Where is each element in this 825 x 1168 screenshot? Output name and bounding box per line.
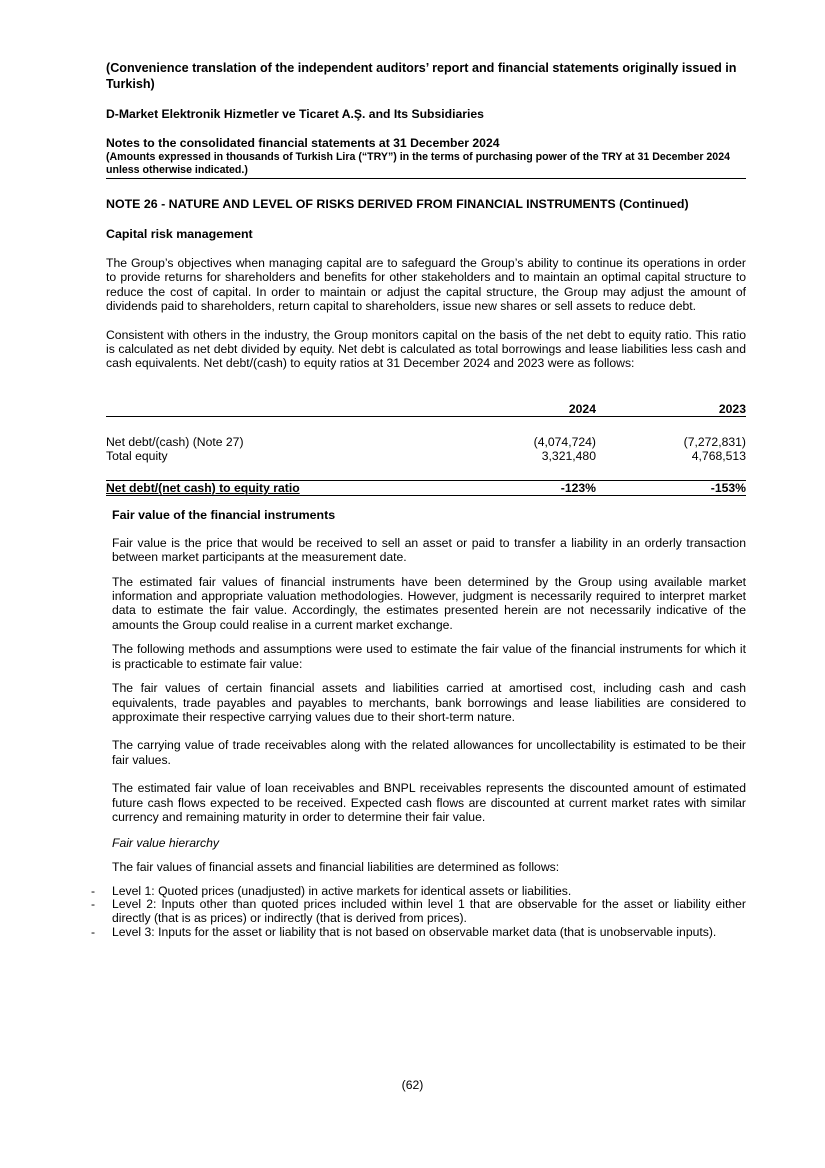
list-item: - Level 3: Inputs for the asset or liability that is not based on observable market data (that is unobservable inputs). <box>91 924 717 939</box>
table-row <box>106 449 746 463</box>
fair-value-paragraph-3: The following methods and assumptions were used to estimate the fair value of the financial instruments for which it is practicable to estimate fair value: <box>112 642 746 671</box>
fair-value-section <box>91 507 746 939</box>
document-page <box>91 60 746 939</box>
amounts-note: (Amounts expressed in thousands of Turkish Lira (“TRY”) in the terms of purchasing power of the TRY at 31 December 2024 unless otherwise indicated.) <box>106 151 730 176</box>
net-debt-table <box>106 402 746 496</box>
fair-value-paragraph-6: The estimated fair value of loan receivables and BNPL receivables represents the discounted amount of estimated future cash flows expected to be received. Expected cash flows are discounted at current market rates with similar currency and remaining maturity in order to determine their fair value. <box>112 781 746 824</box>
hierarchy-intro: The fair values of financial assets and financial liabilities are determined as follows: <box>112 860 560 875</box>
header-divider <box>106 178 746 179</box>
row-value-2023: 4,768,513 <box>691 448 746 463</box>
level-1-text: Level 1: Quoted prices (unadjusted) in active markets for identical assets or liabilities. <box>112 883 572 898</box>
capital-paragraph-2: Consistent with others in the industry, the Group monitors capital on the basis of the net debt to equity ratio. This ratio is calculated as net debt divided by equity. Net debt is calculated as total borrowings and lease liabilities less cash and cash equivalents. Net debt/(cash) to equity ratios at 31 December 2024 and 2023 were as follows: <box>106 327 746 371</box>
capital-section-title: Capital risk management <box>106 227 253 241</box>
table-header-label <box>106 402 416 417</box>
hierarchy-title: Fair value hierarchy <box>112 836 220 851</box>
page-number: (62) <box>401 1078 424 1092</box>
fair-value-title: Fair value of the financial instruments <box>112 507 336 522</box>
ratio-2024: -123% <box>416 480 596 495</box>
row-value-2024: 3,321,480 <box>541 448 596 463</box>
level-3-text: Level 3: Inputs for the asset or liability that is not based on observable market data (that is unobservable inputs). <box>112 924 717 939</box>
row-value-2024: (4,074,724) <box>533 434 596 449</box>
ratio-row <box>106 480 746 495</box>
table-header-2023: 2023 <box>596 402 746 417</box>
ratio-label: Net debt/(net cash) to equity ratio <box>106 480 416 495</box>
ratio-2023: -153% <box>596 480 746 495</box>
capital-paragraph-1: The Group’s objectives when managing capital are to safeguard the Group’s ability to continue its operations in order to provide returns for shareholders and benefits for other stakeholders and to maintain an optimal capital structure to reduce the cost of capital. In order to maintain or adjust the capital structure, the Group may adjust the amount of dividends paid to shareholders, return capital to shareholders, issue new shares or sell assets to reduce debt. <box>106 256 746 314</box>
company-name: D-Market Elektronik Hizmetler ve Ticaret A.Ş. and Its Subsidiaries <box>106 107 484 121</box>
row-label: Total equity <box>106 448 168 463</box>
table-header-2024: 2024 <box>416 402 596 417</box>
fair-value-paragraph-5: The carrying value of trade receivables along with the related allowances for uncollectability is estimated to be their fair values. <box>112 738 746 767</box>
list-item: - Level 1: Quoted prices (unadjusted) in active markets for identical assets or liabilities. <box>91 883 572 898</box>
fair-value-paragraph-2: The estimated fair values of financial instruments have been determined by the Group using available market information and appropriate valuation methodologies. However, judgment is necessarily required to interpret market data to estimate the fair value. Accordingly, the estimates presented herein are not necessarily indicative of the amounts the Group could realise in a current market exchange. <box>112 574 746 632</box>
list-item: - Level 2: Inputs other than quoted prices included within level 1 that are observable for the asset or liability either directly (that is as prices) or indirectly (that is derived from prices). <box>91 897 746 925</box>
note-title: NOTE 26 - NATURE AND LEVEL OF RISKS DERIVED FROM FINANCIAL INSTRUMENTS (Continued) <box>106 197 689 211</box>
level-2-text: Level 2: Inputs other than quoted prices included within level 1 that are observable for the asset or liability either directly (that is as prices) or indirectly (that is derived from prices). <box>112 897 746 925</box>
levels-list <box>91 883 746 939</box>
table-row <box>106 435 746 449</box>
table-header-row <box>106 402 746 417</box>
row-label: Net debt/(cash) (Note 27) <box>106 434 244 449</box>
translation-note: (Convenience translation of the independent auditors’ report and financial statements originally issued in Turkish) <box>106 61 737 91</box>
row-value-2023: (7,272,831) <box>683 434 746 449</box>
fair-value-paragraph-1: Fair value is the price that would be received to sell an asset or paid to transfer a liability in an orderly transaction between market participants at the measurement date. <box>112 535 746 565</box>
notes-title: Notes to the consolidated financial statements at 31 December 2024 <box>106 136 500 150</box>
fair-value-paragraph-4: The fair values of certain financial assets and liabilities carried at amortised cost, including cash and cash equivalents, trade payables and payables to merchants, bank borrowings and lease liabilities are considered to approximate their respective carrying values due to their short-term nature. <box>112 681 746 724</box>
